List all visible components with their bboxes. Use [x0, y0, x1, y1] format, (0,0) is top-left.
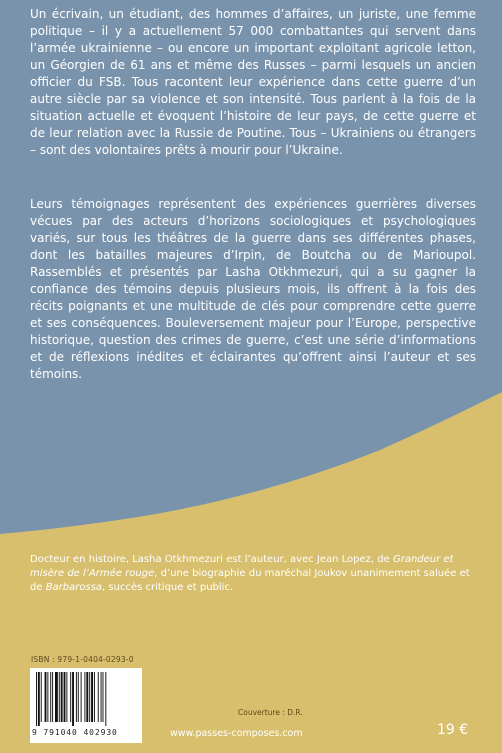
cover-credit: Couverture : D.R.	[238, 708, 303, 717]
barcode-bar	[59, 672, 60, 722]
barcode-bar	[55, 672, 58, 722]
barcode-bar	[72, 672, 74, 726]
barcode-bar	[70, 672, 71, 722]
description-paragraph-2: Leurs témoignages représentent des expériences guerrières diverses vécues par des acteurs d’horizons sociologiques et psychologiques variés, sur tous les théâtres de la guerre dans ses différentes phases, dont les batailles majeures d’Irpin, de Boutcha ou de Marioupol. Rassemblés et présentés par Lasha Otkhmezuri, qui a su gagner la confiance des témoins depuis plusieurs mois, ils offrent à la fois des récits poignants et une multitude de clés pour comprendre cette guerre et ses conséquences. Bouleversement majeur pour l’Europe, perspective historique, question des crimes de guerre, c’est une série d’informations et de réflexions inédites et éclairantes qu’offrent ainsi l’auteur et ses témoins.	[30, 197, 476, 381]
description-paragraph-1: Un écrivain, un étudiant, des hommes d’affaires, un juriste, une femme politique – il y a actuellement 57 000 combattantes qui servent dans l’armée ukrainienne – ou encore un important exploitant agricole letton, un Géorgien de 61 ans et même des Russes – parmi lesquels un ancien officier du FSB. Tous racontent leur expérience dans cette guerre d’un autre siècle par sa violence et son intensité. Tous parlent à la fois de la situation actuelle et évoquent l’histoire de leur pays, de cette guerre et de leur relation avec la Russie de Poutine. Tous – Ukrainiens ou étrangers – sont des volontaires prêts à mourir pour l’Ukraine.	[30, 7, 476, 157]
barcode	[30, 668, 142, 743]
barcode-bar	[36, 672, 37, 726]
isbn-label: ISBN : 979-1-0404-0293-0	[31, 655, 134, 664]
barcode-bar	[101, 672, 102, 722]
book-title-barbarossa: Barbarossa	[45, 582, 103, 593]
barcode-bar	[45, 672, 47, 722]
publisher-website: www.passes-composes.com	[170, 728, 303, 739]
author-bio-text: Docteur en histoire, Lasha Otkhmezuri est l’auteur, avec Jean Lopez, de	[30, 554, 393, 565]
barcode-bars	[36, 672, 136, 726]
barcode-bar	[41, 672, 42, 722]
barcode-bar	[105, 672, 106, 726]
barcode-bar	[103, 672, 104, 722]
barcode-bar	[98, 672, 99, 722]
barcode-bar	[86, 672, 88, 722]
barcode-bar	[52, 672, 53, 722]
barcode-bar	[78, 672, 79, 722]
barcode-bar	[38, 672, 40, 726]
barcode-bar	[64, 672, 66, 722]
barcode-bar	[84, 672, 85, 722]
author-bio-text: , succès critique et public.	[102, 582, 234, 593]
barcode-bar	[81, 672, 82, 722]
author-bio-text: , d’une biographie du maréchal Joukov unanimement saluée et de	[30, 568, 470, 593]
barcode-bar	[76, 672, 77, 722]
barcode-bar	[89, 672, 90, 722]
barcode-bar	[66, 672, 67, 722]
barcode-bar	[50, 672, 51, 722]
barcode-bar	[94, 672, 95, 722]
book-title-grandeur: Grandeur et misère de l’Armée rouge	[30, 554, 454, 579]
author-bio	[30, 553, 476, 595]
barcode-digits: 9 791040 402930	[32, 728, 118, 737]
barcode-bar	[91, 672, 93, 722]
barcode-bar	[47, 672, 48, 722]
price: 19 €	[437, 722, 469, 738]
barcode-bar	[61, 672, 63, 722]
